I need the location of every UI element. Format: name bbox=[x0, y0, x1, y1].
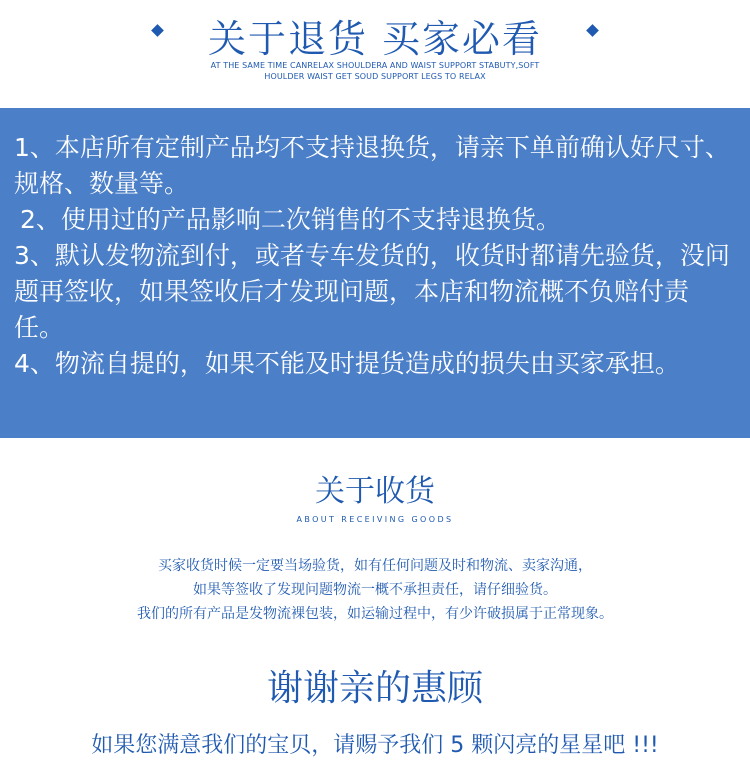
header-subtitle-line: AT THE SAME TIME CANRELAX SHOULDERA AND WAIST SUPPORT STABUTY,SOFT bbox=[210, 61, 540, 70]
policy-item-1: 1、本店所有定制产品均不支持退换货，请亲下单前确认好尺寸、规格、数量等。 bbox=[14, 133, 730, 198]
header-subtitle-line: HOULDER WAIST GET SOUD SUPPORT LEGS TO RELAX bbox=[264, 72, 486, 81]
return-policy-header bbox=[0, 0, 750, 108]
policy-item-4: 4、物流自提的，如果不能及时提货造成的损失由买家承担。 bbox=[14, 349, 680, 378]
receiving-note-line: 买家收货时候一定要当场验货，如有任何问题及时和物流、卖家沟通， bbox=[158, 558, 592, 574]
thanks-title: 谢谢亲的惠顾 bbox=[266, 668, 483, 709]
receiving-notes bbox=[0, 554, 750, 626]
policy-item-2: 2、使用过的产品影响二次销售的不支持退换货。 bbox=[20, 205, 561, 234]
policy-item-3: 3、默认发物流到付，或者专车发货的，收货时都请先验货，没问题再签收，如果签收后才发现问题，本店和物流概不负赔付责任。 bbox=[14, 241, 730, 342]
receiving-note-line: 我们的所有产品是发物流裸包装，如运输过程中，有少许破损属于正常现象。 bbox=[137, 606, 613, 622]
header-subtitle bbox=[0, 60, 750, 82]
receiving-title: 关于收货 bbox=[315, 474, 435, 509]
rating-request: 如果您满意我们的宝贝，请赐予我们 5 颗闪亮的星星吧 !!! bbox=[91, 733, 659, 758]
receiving-note-line: 如果等签收了发现问题物流一概不承担责任，请仔细验货。 bbox=[193, 582, 557, 598]
return-policy-panel bbox=[0, 108, 750, 438]
return-policy-title: 关于退货 买家必看 bbox=[207, 17, 543, 61]
receiving-subtitle: ABOUT RECEIVING GOODS bbox=[296, 515, 454, 524]
